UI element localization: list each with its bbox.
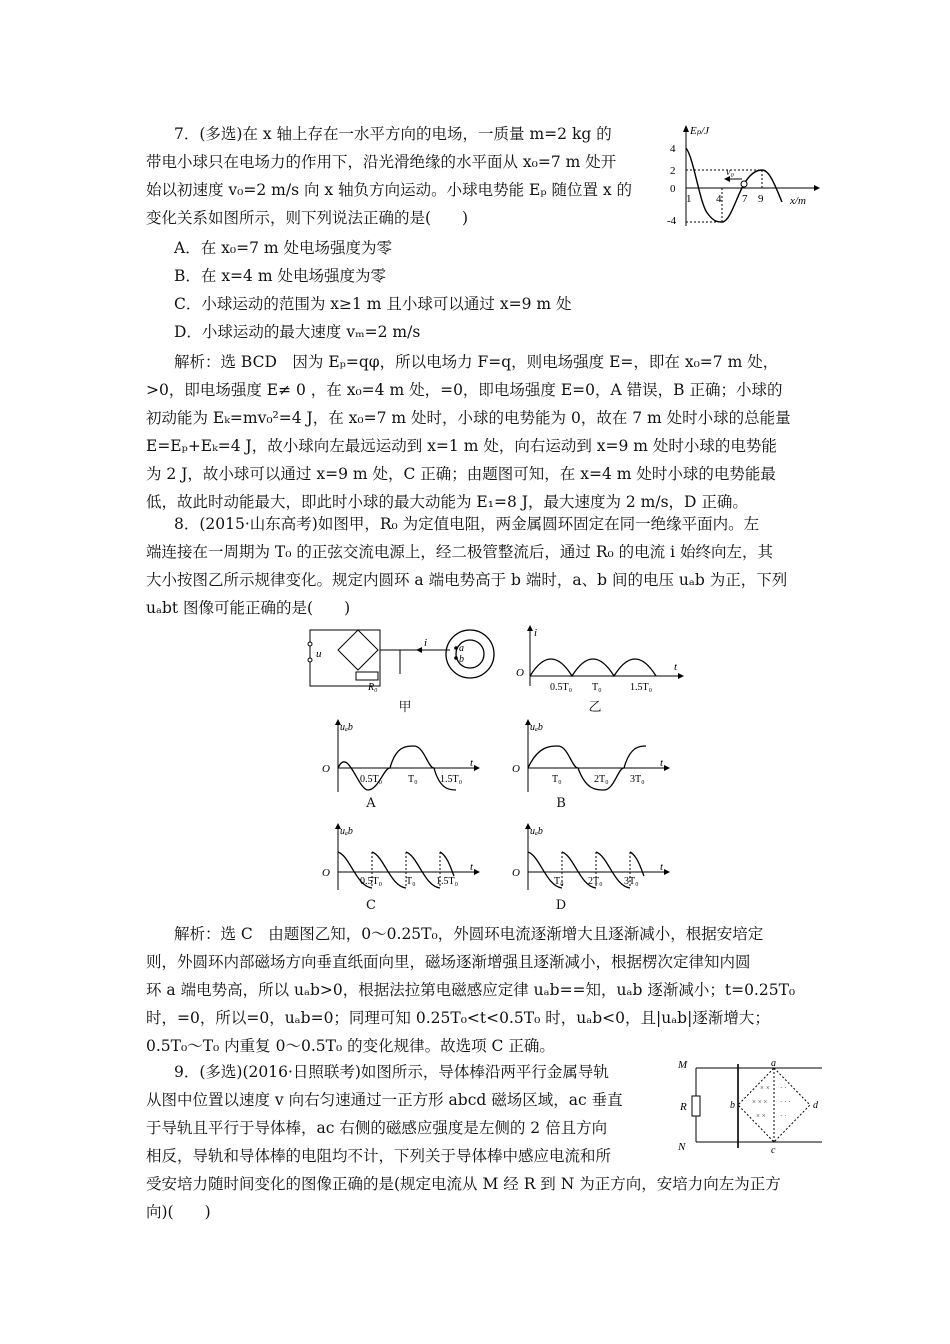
t-label: t bbox=[660, 757, 664, 769]
q8-graph-yi bbox=[510, 624, 690, 694]
source-u-label: u bbox=[316, 648, 322, 660]
y-label: uₐb bbox=[530, 826, 543, 837]
b-label: b bbox=[730, 1100, 735, 1111]
q8-line: uₐbt 图像可能正确的是( ) bbox=[146, 599, 351, 617]
q7-analysis-line: 为 2 J，故小球可以通过 x=9 m 处，C 正确；由题图可知，在 x=4 m 处时小球的电势能最 bbox=[146, 465, 776, 483]
x-tick-9: 9 bbox=[758, 193, 764, 205]
tick: 3T₀ bbox=[630, 774, 645, 785]
x-axis-label: x/m bbox=[790, 195, 806, 207]
graph-option-d bbox=[506, 822, 676, 892]
q7-option-d: D．小球运动的最大速度 vₘ=2 m/s bbox=[174, 323, 421, 341]
a-label: a bbox=[459, 643, 464, 654]
q7-option-b: B．在 x=4 m 处电场强度为零 bbox=[174, 267, 386, 285]
graph-option-c bbox=[316, 822, 486, 892]
q9-line: 受安培力随时间变化的图像正确的是(规定电流从 M 经 R 到 N 为正方向，安培力向左为正方 bbox=[146, 1175, 781, 1193]
current-arrow bbox=[416, 647, 422, 653]
q9-line: 于导轨且平行于导体棒，ac 右侧的磁感应强度是左侧的 2 倍且方向 bbox=[146, 1119, 608, 1137]
t-label: t bbox=[470, 861, 474, 873]
y-label: uₐb bbox=[340, 826, 353, 837]
q8-analysis-line: 环 a 端电势高，所以 uₐb>0，根据法拉第电磁感应定律 uₐb==知，uₐb 逐渐减小；t=0.25T₀ bbox=[146, 981, 796, 999]
y-axis-label: Eₚ/J bbox=[690, 125, 710, 137]
x-axis-arrow bbox=[814, 185, 820, 191]
N-label: N bbox=[678, 1141, 686, 1153]
x-tick-4: 4 bbox=[716, 193, 722, 205]
y-tick-4: 4 bbox=[670, 143, 676, 155]
q8-line: 8．(2015·山东高考)如图甲，R₀ 为定值电阻，两金属圆环固定在同一绝缘平面内。左 bbox=[174, 515, 760, 533]
field-marks bbox=[752, 1084, 791, 1120]
fig-jia-caption: 甲 bbox=[398, 700, 412, 715]
outer-ring bbox=[446, 630, 494, 678]
q7-line: 始以初速度 v₀=2 m/s 向 x 轴负方向运动。小球电势能 Eₚ 随位置 x 的 bbox=[146, 181, 633, 199]
tick: T₀ bbox=[408, 774, 418, 785]
tick: T₀ bbox=[406, 876, 416, 887]
q7-analysis-line: >0，即电场强度 E≠ 0 ，在 x₀=4 m 处，=0，即电场强度 E=0，A 错误，B 正确；小球的 bbox=[146, 381, 783, 399]
q8-analysis-line: 则，外圆环内部磁场方向垂直纸面向里，磁场逐渐增强且逐渐减小，根据楞次定律知内圆 bbox=[146, 953, 751, 971]
q7-analysis-line: 解析：选 BCD 因为 Eₚ=qφ，所以电场力 F=q，则电场强度 E=，即在 x₀=7 m 处， bbox=[174, 353, 779, 371]
y-label: uₐb bbox=[340, 722, 353, 733]
origin-label: O bbox=[512, 867, 520, 879]
q8-analysis-line: 0.5T₀～T₀ 内重复 0～0.5T₀ 的变化规律。故选项 C 正确。 bbox=[146, 1037, 555, 1055]
graph-b-caption: B bbox=[556, 796, 566, 811]
q9-line: 9．(多选)(2016·日照联考)如图所示，导体棒沿两平行金属导轨 bbox=[174, 1063, 609, 1081]
c-label: c bbox=[771, 1145, 776, 1156]
t-label: t bbox=[674, 661, 678, 673]
graph-c-caption: C bbox=[366, 898, 376, 913]
svg-text:× × ×: × × × bbox=[752, 1098, 768, 1106]
origin-label: O bbox=[322, 867, 330, 879]
y-label: uₐb bbox=[530, 722, 543, 733]
q7-analysis-line: 低，故此时动能最大，即此时小球的最大动能为 E₁=8 J，最大速度为 2 m/s，D 正确。 bbox=[146, 493, 748, 511]
b-label: b bbox=[459, 654, 464, 665]
q8-analysis-line: 时，=0，所以=0，uₐb=0；同理可知 0.25T₀<t<0.5T₀ 时，uₐb<0，且|uₐb|逐渐增大； bbox=[146, 1009, 770, 1027]
origin-label: O bbox=[512, 763, 520, 775]
tick: 1.5T₀ bbox=[630, 682, 653, 693]
svg-text:· · ·: · · · bbox=[780, 1098, 791, 1106]
source-terminal bbox=[308, 642, 312, 646]
a-label: a bbox=[771, 1060, 776, 1069]
q8-line: 端连接在一周期为 T₀ 的正弦交流电源上，经二极管整流后，通过 R₀ 的电流 i 始终向左，其 bbox=[146, 543, 773, 561]
ep-curve bbox=[686, 148, 782, 222]
graph-a-caption: A bbox=[366, 796, 376, 811]
tick: 2T₀ bbox=[594, 774, 609, 785]
svg-text:· ·: · · bbox=[780, 1112, 787, 1120]
y-tick-neg4: -4 bbox=[667, 215, 677, 227]
q7-option-c: C．小球运动的范围为 x≥1 m 且小球可以通过 x=9 m 处 bbox=[174, 295, 572, 313]
q7-ep-graph bbox=[664, 118, 824, 230]
origin-label: O bbox=[322, 763, 330, 775]
y-axis-arrow bbox=[683, 125, 689, 132]
resistor-R bbox=[692, 1096, 700, 1116]
svg-text:× ×: × × bbox=[756, 1112, 766, 1120]
resistor-R0 bbox=[356, 672, 378, 680]
rectified-current-curve bbox=[530, 659, 656, 676]
q8-line: 大小按图乙所示规律变化。规定内圆环 a 端电势高于 b 端时，a、b 间的电压 uₐb 为正，下列 bbox=[146, 571, 788, 589]
tick: T₀ bbox=[592, 682, 602, 693]
q8-analysis-line: 解析：选 C 由题图乙知，0～0.25T₀，外圆环电流逐渐增大且逐渐减小，根据安培定 bbox=[174, 925, 764, 943]
q9-line: 相反，导轨和导体棒的电阻均不计，下列关于导体棒中感应电流和所 bbox=[146, 1147, 612, 1165]
current-i-label: i bbox=[424, 637, 428, 649]
d-label: d bbox=[813, 1100, 818, 1111]
tick: 2T₀ bbox=[588, 876, 603, 887]
t-label: t bbox=[470, 757, 474, 769]
diode-bridge bbox=[338, 630, 378, 670]
ball-icon bbox=[741, 181, 747, 187]
y-tick-0: 0 bbox=[670, 183, 676, 195]
q9-line: 向)( ) bbox=[146, 1203, 211, 1221]
graph-d-caption: D bbox=[555, 898, 567, 913]
y-tick-2: 2 bbox=[670, 165, 676, 177]
q9-rail-figure bbox=[676, 1060, 826, 1156]
fig-yi-caption: 乙 bbox=[588, 700, 602, 715]
q7-line: 带电小球只在电场力的作用下，沿光滑绝缘的水平面从 x₀=7 m 处开 bbox=[146, 153, 617, 171]
v0-label: v₀ bbox=[726, 167, 734, 178]
i-axis-label: i bbox=[534, 627, 538, 639]
q8-circuit bbox=[300, 624, 500, 694]
q7-line: 7．(多选)在 x 轴上存在一水平方向的电场，一质量 m=2 kg 的 bbox=[174, 125, 612, 143]
q7-analysis-line: 初动能为 Eₖ=mv₀²=4 J，在 x₀=7 m 处时，小球的电势能为 0，故在 7 m 处时小球的总能量 bbox=[146, 409, 791, 427]
q7-analysis-line: E=Eₚ+Eₖ=4 J，故小球向左最远运动到 x=1 m 处，向右运动到 x=9 m 处时小球的电势能 bbox=[146, 437, 777, 455]
x-tick-1: 1 bbox=[686, 193, 692, 205]
q9-line: 从图中位置以速度 v 向右匀速通过一正方形 abcd 磁场区域，ac 垂直 bbox=[146, 1091, 623, 1109]
tick: 0.5T₀ bbox=[360, 876, 383, 887]
R0-label: R₀ bbox=[368, 682, 378, 693]
terminal-b bbox=[454, 656, 458, 660]
tick: T₀ bbox=[552, 774, 562, 785]
source-terminal bbox=[308, 658, 312, 662]
tick: 1.5T₀ bbox=[436, 876, 459, 887]
R-label: R bbox=[680, 1101, 687, 1113]
tick: 3T₀ bbox=[624, 876, 639, 887]
tick: 0.5T₀ bbox=[360, 774, 383, 785]
x-tick-7: 7 bbox=[742, 193, 748, 205]
graph-option-a bbox=[316, 718, 486, 794]
M-label: M bbox=[678, 1060, 688, 1071]
svg-text:× ×: × × bbox=[760, 1084, 770, 1092]
origin-label: O bbox=[516, 667, 524, 679]
tick: 1.5T₀ bbox=[440, 774, 463, 785]
svg-text:· ·: · · bbox=[780, 1084, 787, 1092]
graph-option-b bbox=[506, 718, 676, 794]
tick: 0.5T₀ bbox=[550, 682, 573, 693]
t-label: t bbox=[660, 861, 664, 873]
terminal-a bbox=[454, 646, 458, 650]
tick: T₀ bbox=[554, 876, 564, 887]
q7-line: 变化关系如图所示，则下列说法正确的是( ) bbox=[146, 209, 469, 227]
q7-option-a: A．在 x₀=7 m 处电场强度为零 bbox=[174, 239, 392, 257]
